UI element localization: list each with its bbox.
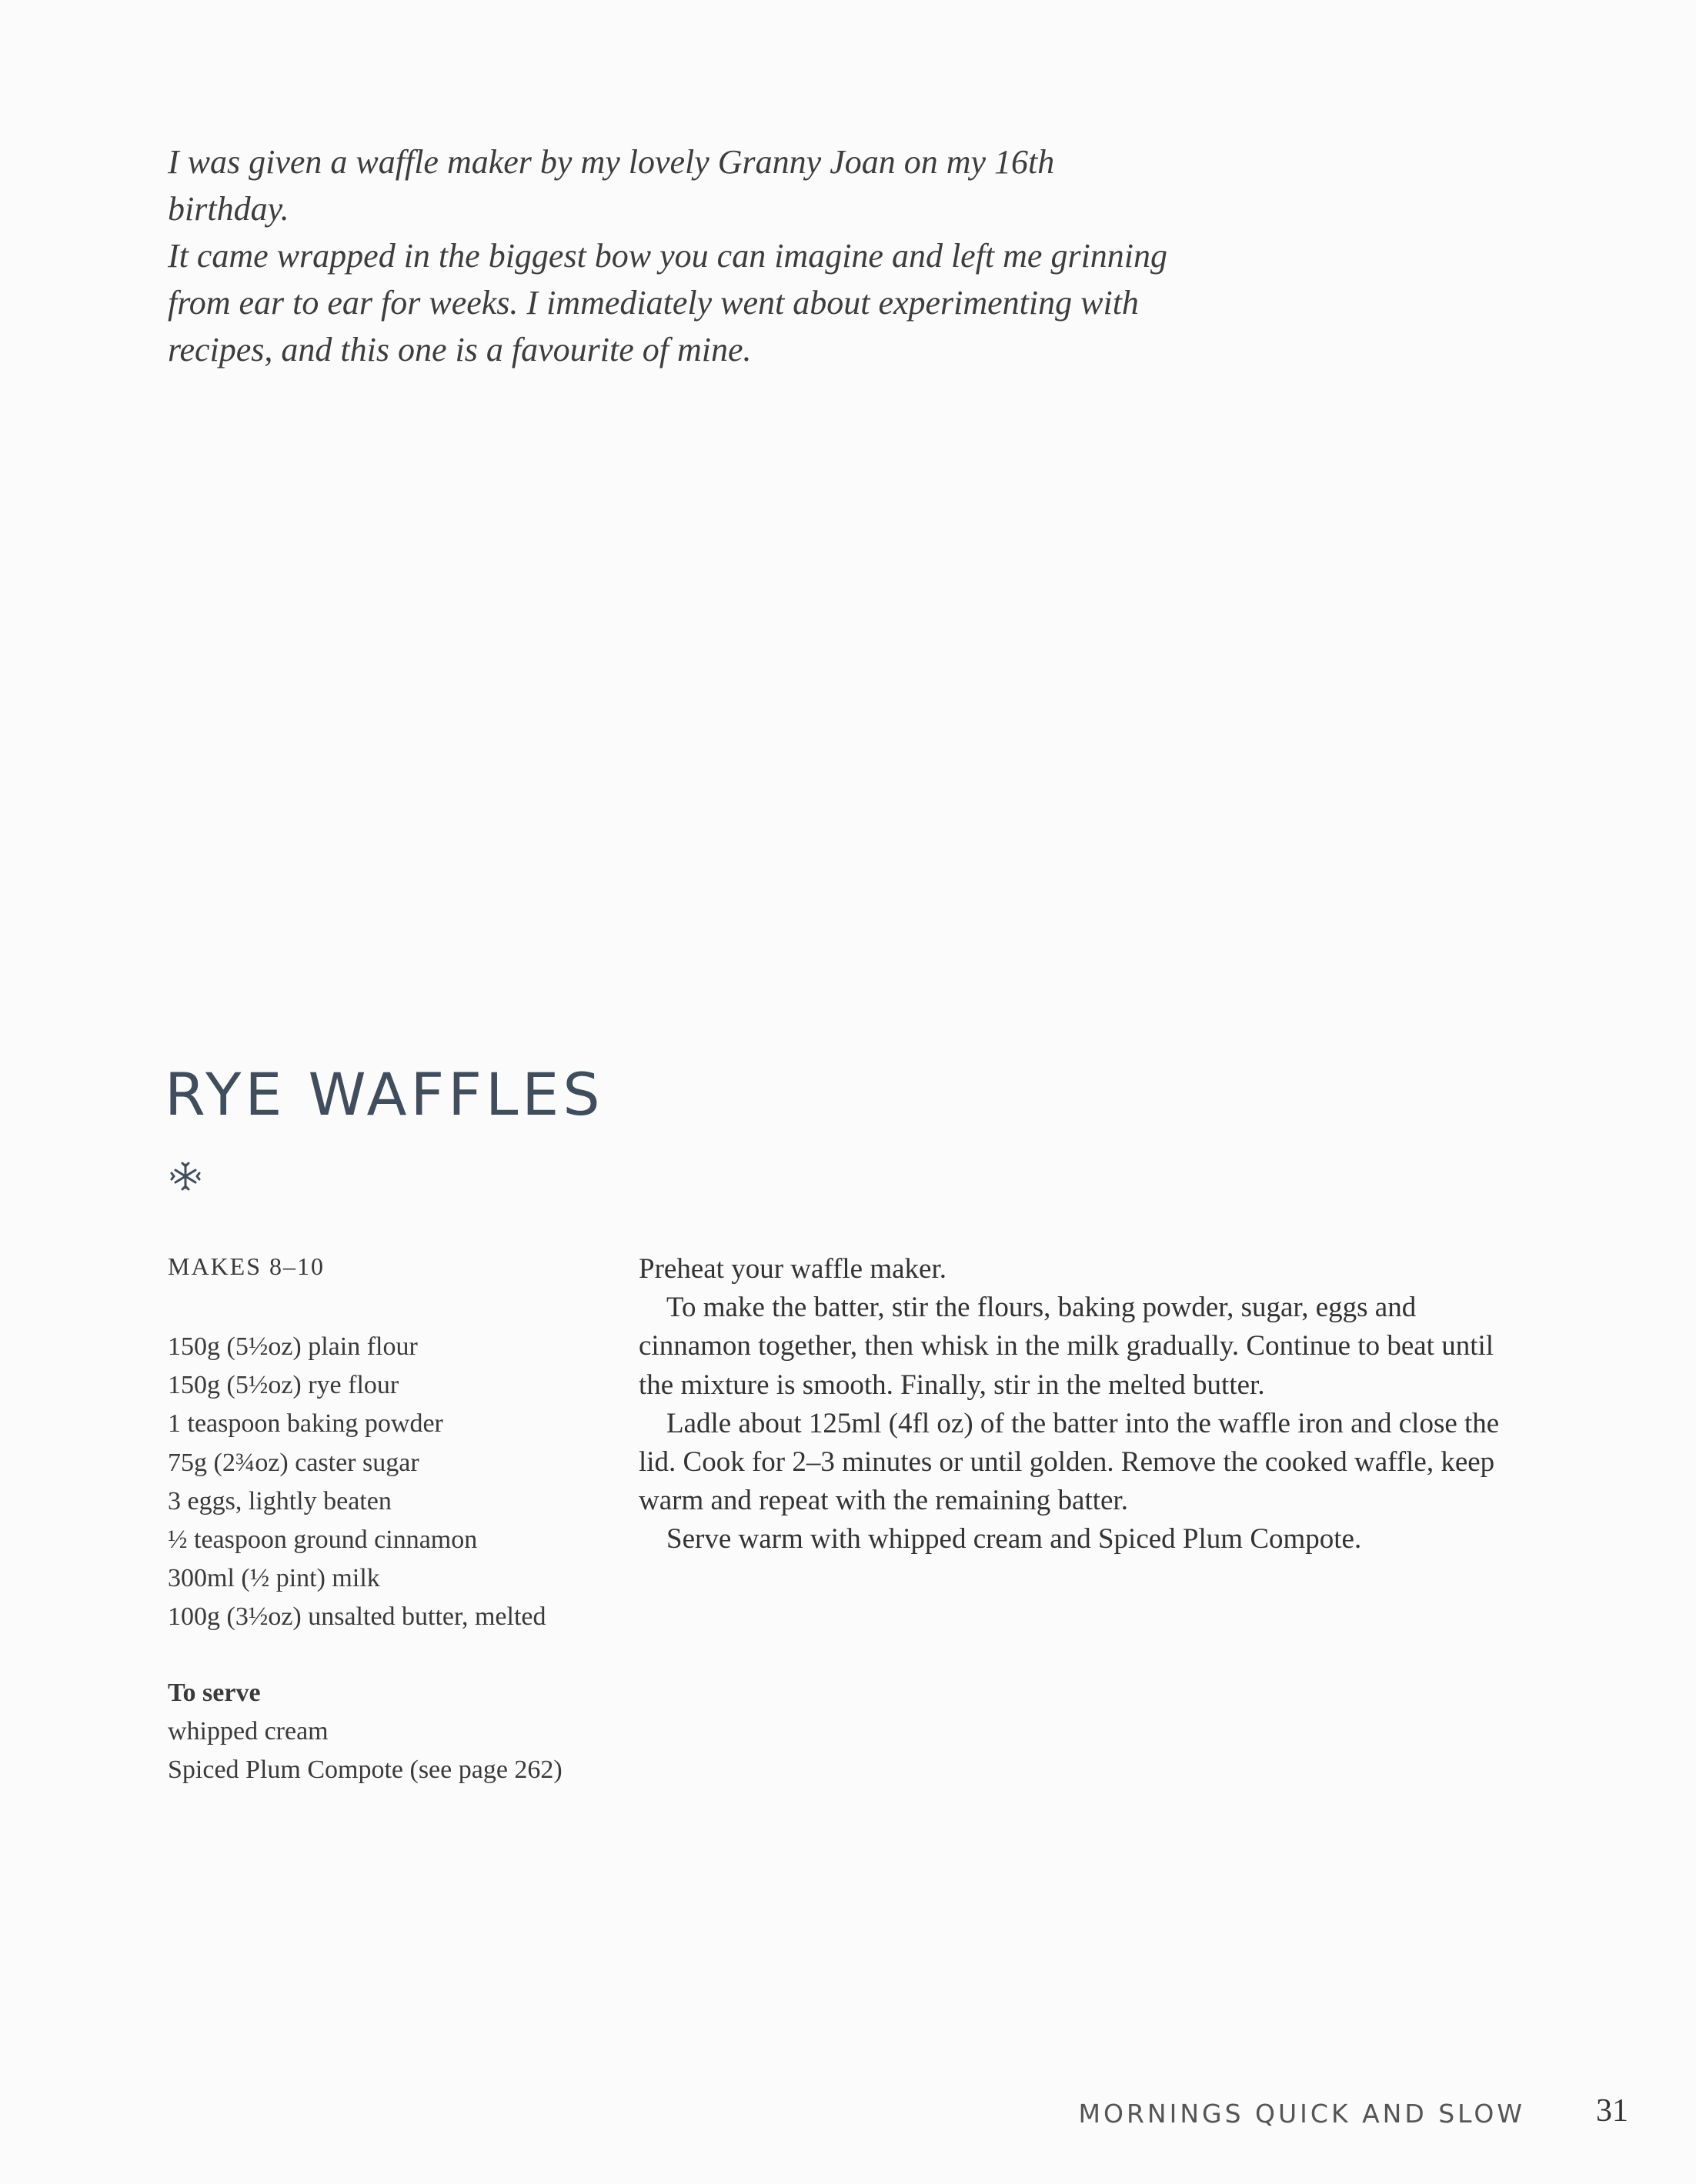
ingredient-item: 100g (3½oz) unsalted butter, melted	[168, 1602, 546, 1632]
to-serve-heading: To serve	[168, 1679, 261, 1707]
method-step: To make the batter, stir the flours, baking powder, sugar, eggs and cinnamon together, then whisk in the milk gradually. Continue to beat until the mixture is smooth. Finally, stir in the melted butter.	[639, 1292, 1494, 1401]
intro-line: It came wrapped in the biggest bow you can imagine and left me grinning	[168, 237, 1168, 275]
to-serve-list	[168, 1712, 563, 1789]
method-section	[639, 1250, 1531, 1559]
snowflake-ornament-icon	[168, 1159, 203, 1194]
ingredient-item: 150g (5½oz) rye flour	[168, 1371, 399, 1400]
footer-section-title: MORNINGS QUICK AND SLOW	[1078, 2099, 1525, 2129]
method-step: Ladle about 125ml (4fl oz) of the batter into the waffle iron and close the lid. Cook for 2–3 minutes or until golden. Remove the cooked waffle, keep warm and repeat with the remaining batter.	[639, 1407, 1500, 1517]
recipe-title: RYE WAFFLES	[165, 1060, 604, 1129]
ingredient-item: 1 teaspoon baking powder	[168, 1409, 443, 1439]
ingredient-item: 3 eggs, lightly beaten	[168, 1486, 392, 1515]
makes-yield: MAKES 8–10	[168, 1252, 326, 1280]
ingredient-item: ½ teaspoon ground cinnamon	[168, 1525, 478, 1555]
method-step: Serve warm with whipped cream and Spiced Plum Compote.	[666, 1523, 1362, 1555]
intro-line: from ear to ear for weeks. I immediately went about experimenting with	[168, 284, 1139, 322]
ingredient-item: 300ml (½ pint) milk	[168, 1564, 380, 1593]
ingredient-item: 150g (5½oz) plain flour	[168, 1332, 418, 1361]
page-number: 31	[1596, 2093, 1628, 2129]
serve-item: whipped cream	[168, 1717, 329, 1746]
intro-paragraph	[168, 138, 1184, 373]
ingredients-list	[168, 1328, 546, 1637]
intro-line: I was given a waffle maker by my lovely Granny Joan on my 16th birthday.	[168, 143, 1055, 228]
method-step: Preheat your waffle maker.	[639, 1253, 946, 1285]
intro-line: recipes, and this one is a favourite of mine.	[168, 331, 752, 368]
serve-item: Spiced Plum Compote (see page 262)	[168, 1756, 563, 1785]
ingredient-item: 75g (2¾oz) caster sugar	[168, 1448, 419, 1477]
